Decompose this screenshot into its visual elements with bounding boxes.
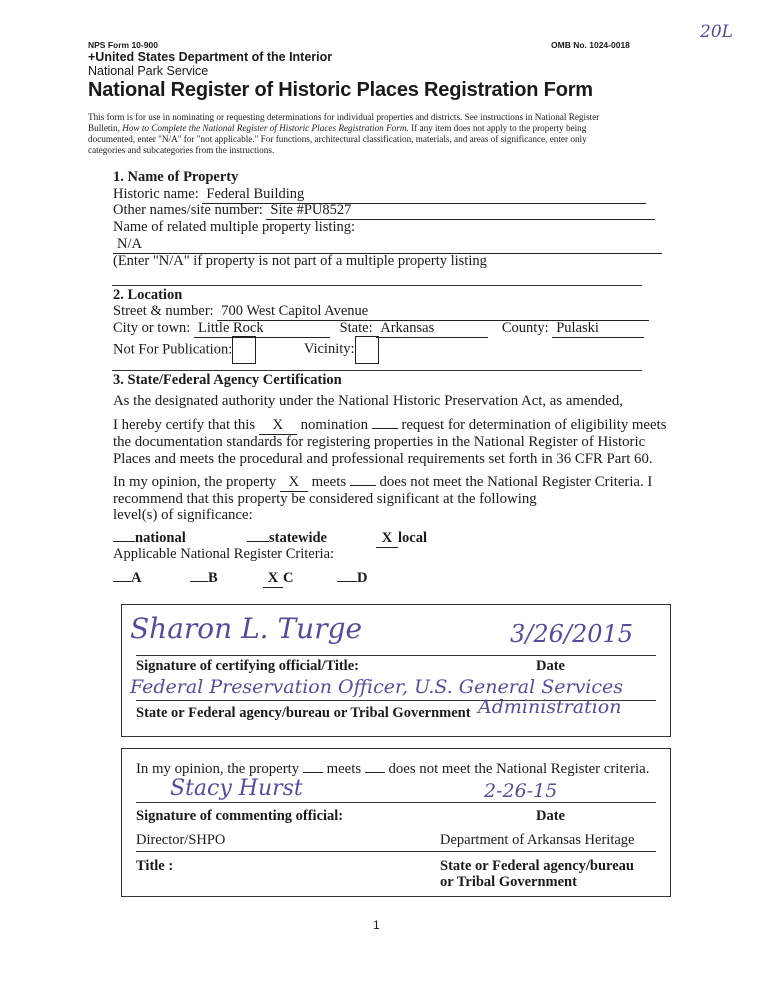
- omb-number: OMB No. 1024-0018: [551, 40, 630, 50]
- certify-line-2: the documentation standards for registering properties in the National Register of Historic: [113, 434, 646, 450]
- commenting-title-label: Title :: [136, 858, 174, 874]
- meets-mark: X: [280, 474, 308, 492]
- commenting-agency-label-1: State or Federal agency/bureau: [440, 858, 634, 874]
- intro-line-4: categories and subcategories from the instructions.: [88, 145, 275, 155]
- form-title: National Register of Historic Places Registration Form: [88, 79, 593, 101]
- comment-opinion-line: In my opinion, the property meets does not meet the National Register criteria.: [136, 761, 650, 777]
- comment-title-line: [136, 851, 656, 852]
- level-statewide: statewide: [247, 530, 327, 547]
- criteria-label: Applicable National Register Criteria:: [113, 546, 335, 562]
- intro-line-1: This form is for use in nominating or requesting determinations for individual properties and districts. See instructions in National Register: [88, 112, 600, 122]
- street-value: 700 West Capitol Avenue: [217, 303, 649, 321]
- criterion-a: A: [113, 570, 141, 587]
- county-value: Pulaski: [552, 320, 644, 338]
- nomination-mark: X: [259, 417, 297, 435]
- commenting-department: Department of Arkansas Heritage: [440, 832, 635, 848]
- level-local: X local: [376, 530, 427, 548]
- signature-line: [136, 655, 656, 656]
- vicinity-checkbox[interactable]: [355, 336, 379, 364]
- intro-line-3: documented, enter "N/A" for "not applicable." For functions, architectural classification, materials, and areas of significance, enter only: [88, 134, 587, 144]
- request-mark: [372, 428, 398, 429]
- opinion-line-3: level(s) of significance:: [113, 507, 253, 523]
- other-names-row: Other names/site number: Site #PU8527: [113, 202, 655, 220]
- criterion-d: D: [337, 570, 367, 587]
- level-national: national: [113, 530, 186, 547]
- opinion-line-2: recommend that this property be considered significant at the following: [113, 491, 537, 507]
- historic-name-row: Historic name: Federal Building: [113, 186, 646, 204]
- certifying-title: Federal Preservation Officer, U.S. General Services: [130, 676, 624, 698]
- commenting-date-label: Date: [536, 808, 565, 824]
- certifying-date: 3/26/2015: [510, 620, 634, 648]
- commenting-date: 2-26-15: [484, 780, 558, 802]
- related-listing-label: Name of related multiple property listing:: [113, 219, 356, 235]
- other-names-value: Site #PU8527: [266, 202, 655, 220]
- intro-line-2: Bulletin, How to Complete the National Register of Historic Places Registration Form. If any item does not apply to the property being: [88, 123, 587, 133]
- corner-handwritten-mark: 20L: [700, 22, 733, 42]
- criterion-c: X C: [263, 570, 293, 588]
- section-divider-2: [112, 370, 642, 371]
- certifying-signature: Sharon L. Turge: [130, 612, 363, 645]
- related-listing-note: (Enter "N/A" if property is not part of a multiple property listing: [113, 253, 487, 269]
- related-listing-value: N/A: [113, 236, 662, 254]
- form-number: NPS Form 10-900: [88, 40, 158, 50]
- page-number: 1: [373, 918, 380, 932]
- comment-signature-line: [136, 802, 656, 803]
- certifying-signature-label: Signature of certifying official/Title:: [136, 658, 359, 674]
- department-name: +United States Department of the Interior: [88, 50, 333, 64]
- historic-name-value: Federal Building: [202, 186, 646, 204]
- section-divider-1: [112, 285, 642, 286]
- city-row: City or town: Little Rock State: Arkansas County: Pulaski: [113, 320, 644, 338]
- certifying-date-label: Date: [536, 658, 565, 674]
- not-for-publication-checkbox[interactable]: [232, 336, 256, 364]
- opinion-line-1: In my opinion, the property X meets does not meet the National Register Criteria. I: [113, 474, 653, 490]
- section-1-heading: 1. Name of Property: [113, 169, 239, 185]
- publication-row: Not For Publication: Vicinity:: [113, 336, 379, 364]
- section-3-heading: 3. State/Federal Agency Certification: [113, 372, 342, 388]
- certify-line-3: Places and meets the procedural and professional requirements set forth in 36 CFR Part 60.: [113, 451, 653, 467]
- does-not-meet-mark: [350, 485, 376, 486]
- certify-line-1: I hereby certify that this X nomination request for determination of eligibility meets: [113, 417, 667, 433]
- authority-statement: As the designated authority under the National Historic Preservation Act, as amended,: [113, 393, 623, 409]
- state-value: Arkansas: [376, 320, 488, 338]
- certifying-agency-label: State or Federal agency/bureau or Tribal Government: [136, 705, 471, 721]
- related-listing-row: [113, 236, 662, 254]
- city-value: Little Rock: [194, 320, 330, 338]
- street-row: Street & number: 700 West Capitol Avenue: [113, 303, 649, 321]
- commenting-role: Director/SHPO: [136, 832, 226, 848]
- commenting-signature-label: Signature of commenting official:: [136, 808, 344, 824]
- certifying-agency: Administration: [478, 696, 622, 718]
- section-2-heading: 2. Location: [113, 287, 183, 303]
- criterion-b: B: [190, 570, 218, 587]
- commenting-agency-label-2: or Tribal Government: [440, 874, 577, 890]
- service-name: National Park Service: [88, 64, 209, 78]
- commenting-signature: Stacy Hurst: [170, 776, 303, 801]
